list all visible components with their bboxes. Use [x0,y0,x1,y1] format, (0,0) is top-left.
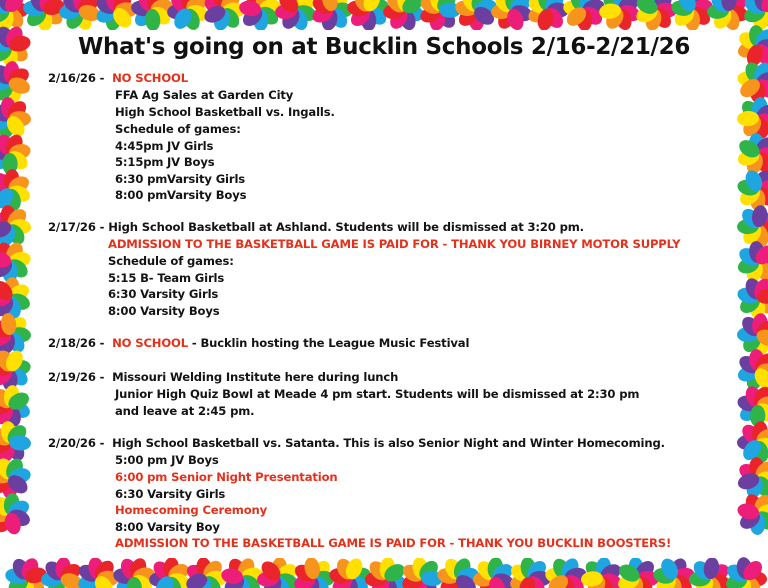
border-flower [454,0,498,31]
game-row [115,139,213,153]
border-flower [736,384,768,427]
day-3-no-school: NO SCHOOL [112,336,188,350]
border-flower [0,96,32,140]
border-flower [736,276,768,319]
day-1-date: 2/16/26 - [48,71,105,85]
border-flower [166,0,210,32]
border-flower [737,96,768,140]
game-row [115,172,245,186]
border-flower [736,240,768,284]
border-flower [490,0,534,32]
border-flower [328,556,372,588]
game-time: 4:45pm [115,139,164,153]
border-flower [526,0,569,32]
border-flower [0,312,32,356]
border-flower [436,556,480,588]
border-flower [0,384,32,428]
day-3-rest: - Bucklin hosting the League Music Festival [191,336,470,350]
border-flower [472,556,516,588]
page-title: What's going on at Bucklin Schools 2/16-2/21/26 [77,34,691,60]
border-flower [736,168,768,211]
day-5-admission-note: ADMISSION TO THE BASKETBALL GAME IS PAID FOR - THANK YOU BUCKLIN BOOSTERS! [115,536,672,550]
day-3-line [48,336,469,350]
border-flower [736,456,768,500]
border-flower [688,556,732,588]
day-5-line [48,436,665,450]
border-flower [0,456,32,499]
border-flower [112,556,156,588]
day-5-item: Homecoming Ceremony [115,503,268,517]
border-flower [508,556,552,588]
border-flower [40,556,84,588]
border-flower [736,132,768,176]
border-flower [4,556,48,588]
day-1-item: FFA Ag Sales at Garden City [115,88,294,102]
game-team: Varsity Boys [167,188,247,202]
border-flower [274,0,318,32]
border-flower [418,0,461,32]
day-1-no-school: NO SCHOOL [112,71,188,85]
game-time: 6:30 pm [115,172,168,186]
border-flower [0,168,32,212]
day-4-headline: Missouri Welding Institute here during lunch [112,370,399,384]
border-flower [598,0,642,32]
day-3-date: 2/18/26 - [48,336,105,350]
border-flower [238,0,282,31]
border-flower [0,60,32,104]
border-flower [0,132,32,175]
border-flower [0,492,32,536]
border-flower [202,0,245,32]
border-flower [220,556,264,588]
day-2-date: 2/17/26 - [48,220,105,234]
border-flower [616,556,660,588]
border-flower [652,556,696,588]
day-5-item: 8:00 Varsity Boy [115,520,220,534]
border-flower [310,0,353,32]
border-flower [736,60,768,103]
border-flower [184,556,228,588]
day-4-item: Junior High Quiz Bowl at Meade 4 pm start. Students will be dismissed at 2:30 pm [115,387,640,401]
border-flower [706,0,750,32]
border-flower [364,556,408,588]
game-team: Varsity Girls [167,172,246,186]
border-flower [0,420,32,464]
day-2-item: 5:15 B- Team Girls [108,271,225,285]
day-4-item: and leave at 2:45 pm. [115,404,255,418]
day-2-item: 6:30 Varsity Girls [108,287,219,301]
border-flower [562,0,606,31]
border-flower [292,556,336,588]
border-flower [148,556,192,588]
day-2-item: Schedule of games: [108,254,234,268]
day-2-admission-note: ADMISSION TO THE BASKETBALL GAME IS PAID FOR - THANK YOU BIRNEY MOTOR SUPPLY [108,237,681,251]
day-4-date: 2/19/26 - [48,370,105,384]
border-flower [544,556,588,588]
day-1-line [48,71,188,85]
border-flower [0,204,32,248]
border-flower [0,348,32,391]
border-flower [22,0,66,32]
day-2-headline: High School Basketball at Ashland. Students will be dismissed at 3:20 pm. [108,220,584,234]
border-flower [400,556,444,588]
game-team: JV Boys [167,155,215,169]
border-flower [0,240,32,283]
game-row [115,188,246,202]
game-time: 5:15pm [115,155,164,169]
border-flower [58,0,102,32]
border-flower [670,0,714,31]
border-flower [94,0,137,32]
game-team: JV Girls [167,139,214,153]
border-flower [382,0,426,32]
day-5-date: 2/20/26 - [48,436,105,450]
border-flower [737,312,768,356]
border-flower [736,348,768,392]
border-flower [737,204,768,248]
day-5-item: 6:30 Varsity Girls [115,487,226,501]
day-1-item: Schedule of games: [115,122,241,136]
day-4-line [48,370,398,384]
game-row [115,155,215,169]
border-flower [256,556,300,588]
border-flower [634,0,677,32]
border-flower [724,556,768,588]
day-1-item: High School Basketball vs. Ingalls. [115,105,335,119]
border-flower [737,420,768,464]
day-5-item: 6:00 pm Senior Night Presentation [115,470,338,484]
game-time: 8:00 pm [115,188,168,202]
day-5-item: 5:00 pm JV Boys [115,453,219,467]
border-flower [580,556,624,588]
border-flower [130,0,174,31]
border-flower [736,492,768,536]
border-flower [76,556,120,588]
day-2-item: 8:00 Varsity Boys [108,304,220,318]
day-2-line [48,220,584,234]
border-flower [346,0,390,31]
border-flower [0,276,32,320]
day-5-headline: High School Basketball vs. Satanta. This is also Senior Night and Winter Homecoming. [112,436,665,450]
